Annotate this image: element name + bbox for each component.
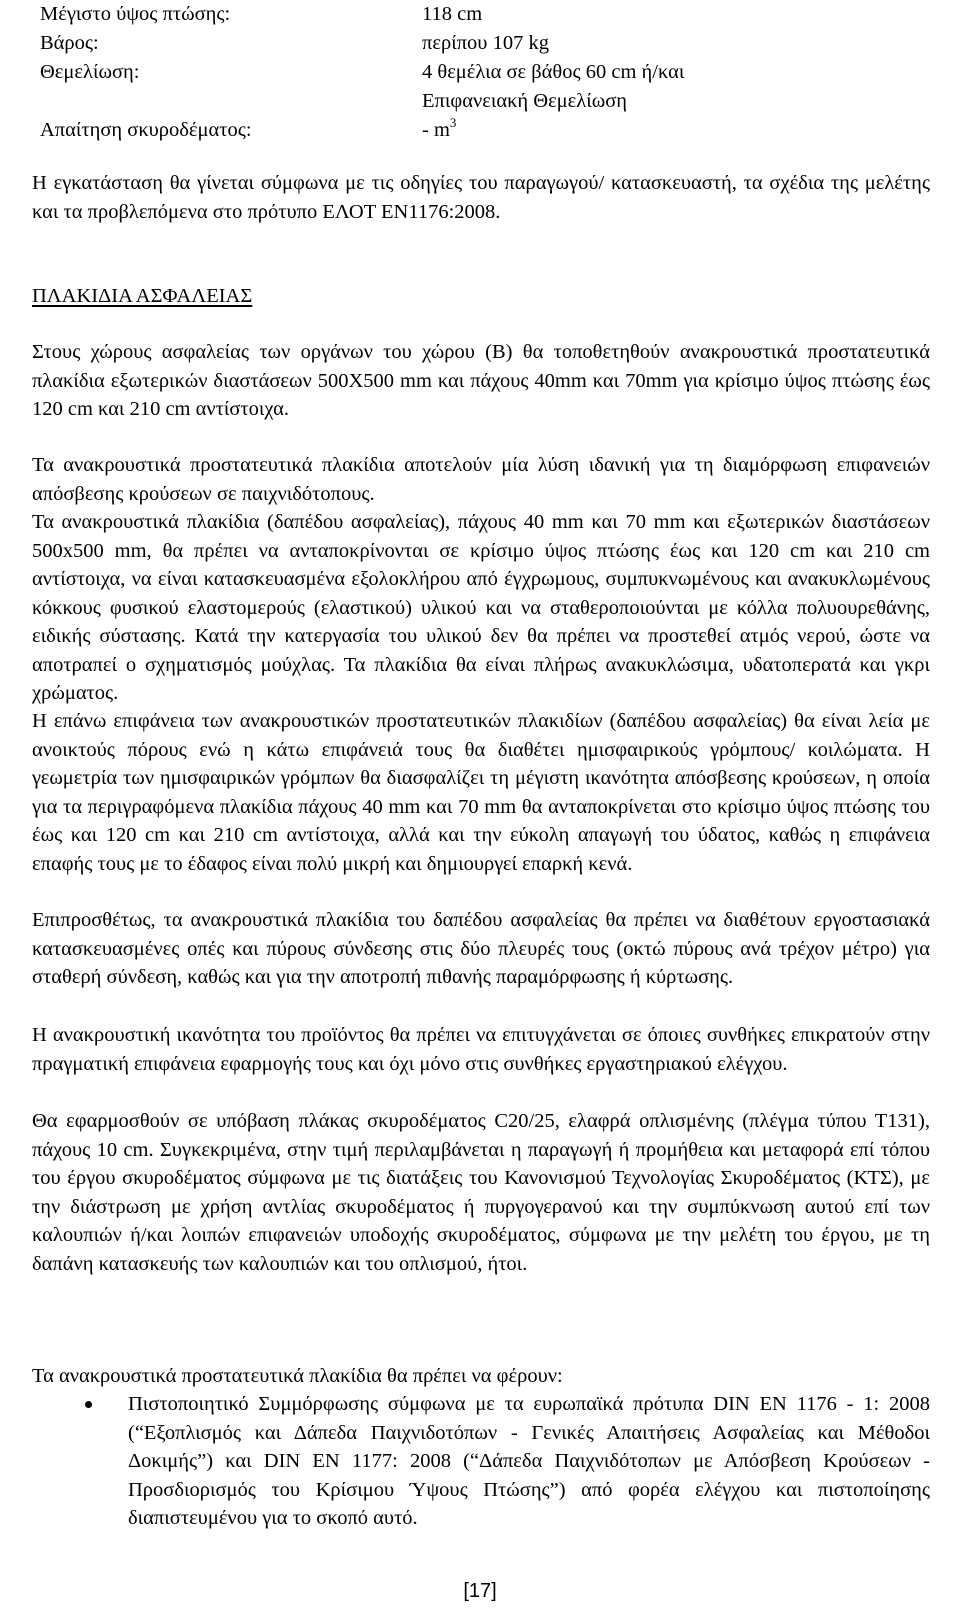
superscript: 3	[449, 115, 457, 130]
bullet-icon	[85, 1401, 92, 1408]
spec-value: 118 cm	[422, 3, 483, 25]
spec-row-weight	[32, 29, 684, 58]
spec-table	[32, 0, 684, 145]
spec-value: περίπου 107 kg	[422, 32, 549, 54]
spec-value-text: - m	[422, 119, 450, 141]
spec-value	[422, 116, 456, 145]
page-number: [17]	[463, 1580, 497, 1602]
paragraph-4: Η επάνω επιφάνεια των ανακρουστικών προστατευτικών πλακιδίων (δαπέδου ασφαλείας) θα είναι λεία με ανοικτούς πόρους ενώ η κάτω επιφάνειά τους θα διαθέτει ημισφαιρικούς γρόμπους/ κοιλώματα. Η γεωμετρία των ημισφαιρικών γρόμπων θα διασφαλίζει τη μέγιστη ικανότητα απόσβεσης κρούσεων, η οποία για τα περιγραφόμενα πλακίδια πάχους 40 mm και 70 mm θα ανταποκρίνεται στο κρίσιμο ύψος πτώσης του έως και 120 cm και 210 cm αντίστοιχα, αλλά και την εύκολη απαγωγή του ύδατος, καθώς η επιφάνεια επαφής τους με το έδαφος είναι πολύ μικρή και δημιουργεί επαρκή κενά.	[32, 710, 930, 875]
spec-row-foundation-cont	[32, 87, 684, 116]
paragraph-6: Η ανακρουστική ικανότητα του προϊόντος θα πρέπει να επιτυγχάνεται σε όποιες συνθήκες επικρατούν στην πραγματική επιφάνεια εφαρμογής τους και όχι μόνο στις συνθήκες εργαστηριακού ελέγχου.	[32, 1024, 930, 1075]
paragraph-2: Τα ανακρουστικά προστατευτικά πλακίδια αποτελούν μία λύση ιδανική για τη διαμόρφωση επιφανειών απόσβεσης κρούσεων σε παιχνιδότοπους.	[32, 454, 930, 505]
list-item	[32, 1390, 930, 1533]
requirements-intro: Τα ανακρουστικά προστατευτικά πλακίδια θα πρέπει να φέρουν:	[32, 1365, 563, 1387]
spec-label: Θεμελίωση:	[40, 61, 140, 83]
spec-value: 4 θεμέλια σε βάθος 60 cm ή/και	[422, 61, 685, 83]
paragraph-5: Επιπροσθέτως, τα ανακρουστικά πλακίδια του δαπέδου ασφαλείας θα πρέπει να διαθέτουν εργοστασιακά κατασκευασμένες οπές και πύρους σύνδεσης στις δύο πλευρές τους (οκτώ πύρους ανά τρέχον μέτρο) για σταθερή σύνδεση, καθώς και για την αποτροπή πιθανής παραμόρφωσης ή κύρτωσης.	[32, 909, 930, 988]
spec-label: Μέγιστο ύψος πτώσης:	[40, 3, 231, 25]
paragraph-3: Τα ανακρουστικά πλακίδια (δαπέδου ασφαλείας), πάχους 40 mm και 70 mm και εξωτερικών διαστάσεων 500x500 mm, θα πρέπει να ανταποκρίνονται σε κρίσιμο ύψος πτώσης έως και 120 cm και 210 cm αντίστοιχα, να είναι κατασκευασμένα εξολοκλήρου από έγχρωμους, συμπυκνωμένους και ανακυκλωμένους κόκκους φυσικού ελαστομερούς (ελαστικού) υλικού και να σταθεροποιούνται με κόλλα πολυουρεθάνης, ειδικής σύστασης. Κατά την κατεργασία του υλικού δεν θα πρέπει να προστεθεί ατμός νερού, ώστε να αποτραπεί ο σχηματισμός μούχλας. Τα πλακίδια θα είναι πλήρως ανακυκλώσιμα, υδατοπερατά και γκρι χρώματος.	[32, 511, 930, 704]
paragraph-7: Θα εφαρμοσθούν σε υπόβαση πλάκας σκυροδέματος C20/25, ελαφρά οπλισμένης (πλέγμα τύπου Τ131), πάχους 10 cm. Συγκεκριμένα, στην τιμή περιλαμβάνεται η παραγωγή ή προμήθεια και μεταφορά επί τόπου του έργου σκυροδέματος σύμφωνα με τις διατάξεις του Κανονισμού Τεχνολογίας Σκυροδέματος (ΚΤΣ), με την διάστρωση με χρήση αντλίας σκυροδέματος ή πυργογερανού και την συμπύκνωση αυτού επί των καλουπιών ή/και λοιπών επιφανειών υποδοχής σκυροδέματος, σύμφωνα με την μελέτη του έργου, με τη δαπάνη κατασκευής των καλουπιών και του οπλισμού, ήτοι.	[32, 1110, 930, 1275]
spec-row-max-fall-height	[32, 0, 684, 29]
section-title: ΠΛΑΚΙΔΙΑ ΑΣΦΑΛΕΙΑΣ	[32, 285, 253, 307]
spec-label	[32, 87, 422, 116]
spec-value: Επιφανειακή Θεμελίωση	[422, 90, 627, 112]
intro-paragraph: Η εγκατάσταση θα γίνεται σύμφωνα με τις οδηγίες του παραγωγού/ κατασκευαστή, τα σχέδια της μελέτης και τα προβλεπόμενα στο πρότυπο ΕΛΟΤ ΕΝ1176:2008.	[32, 172, 930, 223]
list-item-text: Πιστοποιητικό Συμμόρφωσης σύμφωνα με τα ευρωπαϊκά πρότυπα DIN EN 1176 - 1: 2008 (“Εξοπλισμός και Δάπεδα Παιχνιδοτόπων - Γενικές Απαιτήσεις Ασφαλείας και Μέθοδοι Δοκιμής”) και DIN EN 1177: 2008 (“Δάπεδα Παιχνιδότοπων με Απόσβεση Κρούσεων - Προσδιορισμός του Κρίσιμου Ύψους Πτώσης”) από φορέα ελέγχου και πιστοποίησης διαπιστευμένου για το σκοπό αυτό.	[128, 1393, 930, 1529]
spec-label: Απαίτηση σκυροδέματος:	[40, 119, 252, 141]
spec-row-foundation	[32, 58, 684, 87]
spec-row-concrete	[32, 116, 684, 145]
paragraph-1: Στους χώρους ασφαλείας των οργάνων του χώρου (Β) θα τοποθετηθούν ανακρουστικά προστατευτικά πλακίδια εξωτερικών διαστάσεων 500Χ500 mm και πάχους 40mm και 70mm για κρίσιμο ύψος πτώσης έως 120 cm και 210 cm αντίστοιχα.	[32, 341, 930, 420]
spec-label: Βάρος:	[40, 32, 99, 54]
requirements-list	[32, 1390, 930, 1533]
